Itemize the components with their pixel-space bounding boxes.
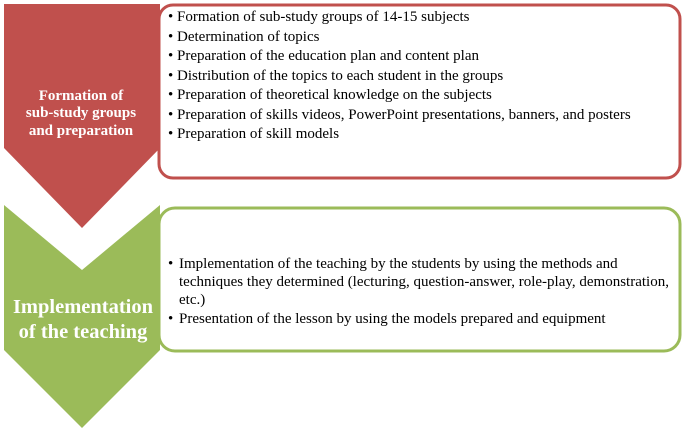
stage2-title-line: Implementation (12, 296, 154, 318)
list-item: • Formation of sub-study groups of 14-15 subjects (168, 8, 676, 26)
stage2-text-area (168, 232, 676, 352)
list-item: • Preparation of skill models (168, 125, 676, 143)
list-item: • Determination of topics (168, 28, 676, 46)
stage1-title-line: Formation of (38, 88, 124, 104)
stage1-bullet-list (168, 8, 676, 143)
stage1-title-line: sub-study groups (25, 105, 137, 122)
stage2-title-line: of the teaching (18, 320, 148, 343)
list-item: • Preparation of theoretical knowledge on the subjects (168, 86, 676, 104)
list-item: • Preparation of skills videos, PowerPoint presentations, banners, and posters (168, 106, 676, 124)
list-item: • Presentation of the lesson by using the models prepared and equipment (168, 310, 676, 328)
stage1-title (8, 88, 154, 140)
list-item: • Preparation of the education plan and content plan (168, 47, 676, 65)
stage2-title (4, 295, 162, 344)
stage1-text-area (168, 8, 676, 176)
list-item: • Distribution of the topics to each student in the groups (168, 67, 676, 85)
stage2-bullet-list (168, 255, 676, 329)
stage1-title-line: and preparation (28, 122, 134, 139)
list-item: • Implementation of the teaching by the students by using the methods and techniques they determined (lecturing, question-answer, role-play, demonstration, etc.) (168, 255, 676, 309)
